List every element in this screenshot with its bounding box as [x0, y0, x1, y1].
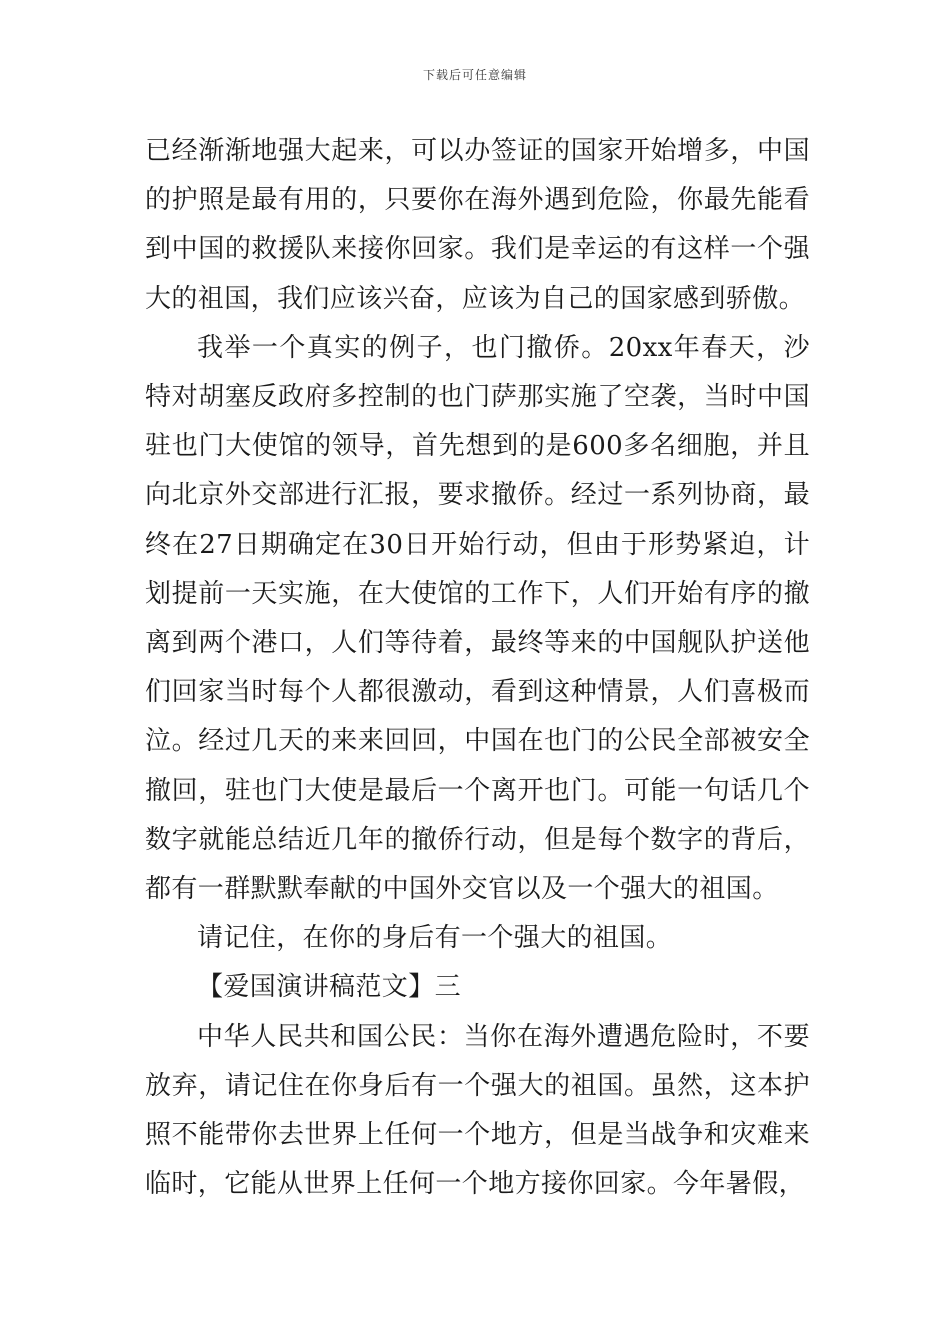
section-heading: 【爱国演讲稿范文】三 [197, 972, 462, 1003]
document-body [145, 127, 810, 1209]
header-note: 下载后可任意编辑 [422, 68, 527, 82]
paragraph-3: 请记住，在你的身后有一个强大的祖国。 [197, 923, 673, 954]
paragraph-4: 中华人民共和国公民：当你在海外遭遇危险时，不要放弃，请记住在你身后有一个强大的祖国。虽然，这本护照不能带你去世界上任何一个地方，但是当战争和灾难来临时，它能从世界上任何一个地方接你回家。今年暑假， [145, 1021, 810, 1200]
paragraph-1: 已经渐渐地强大起来，可以办签证的国家开始增多，中国的护照是最有用的，只要你在海外遇到危险，你最先能看到中国的救援队来接你回家。我们是幸运的有这样一个强大的祖国，我们应该兴奋，应该为自己的国家感到骄傲。 [145, 136, 810, 314]
paragraph-2: 我举一个真实的例子，也门撤侨。20xx年春天，沙特对胡塞反政府多控制的也门萨那实施了空袭，当时中国驻也门大使馆的领导，首先想到的是600多名细胞，并且向北京外交部进行汇报，要求撤侨。经过一系列协商，最终在27日期确定在30日开始行动，但由于形势紧迫，计划提前一天实施，在大使馆的工作下，人们开始有序的撤离到两个港口，人们等待着，最终等来的中国舰队护送他们回家当时每个人都很激动，看到这种情景，人们喜极而泣。经过几天的来来回回，中国在也门的公民全部被安全撤回，驻也门大使是最后一个离开也门。可能一句话几个数字就能总结近几年的撤侨行动，但是每个数字的背后，都有一群默默奉献的中国外交官以及一个强大的祖国。 [145, 332, 810, 905]
